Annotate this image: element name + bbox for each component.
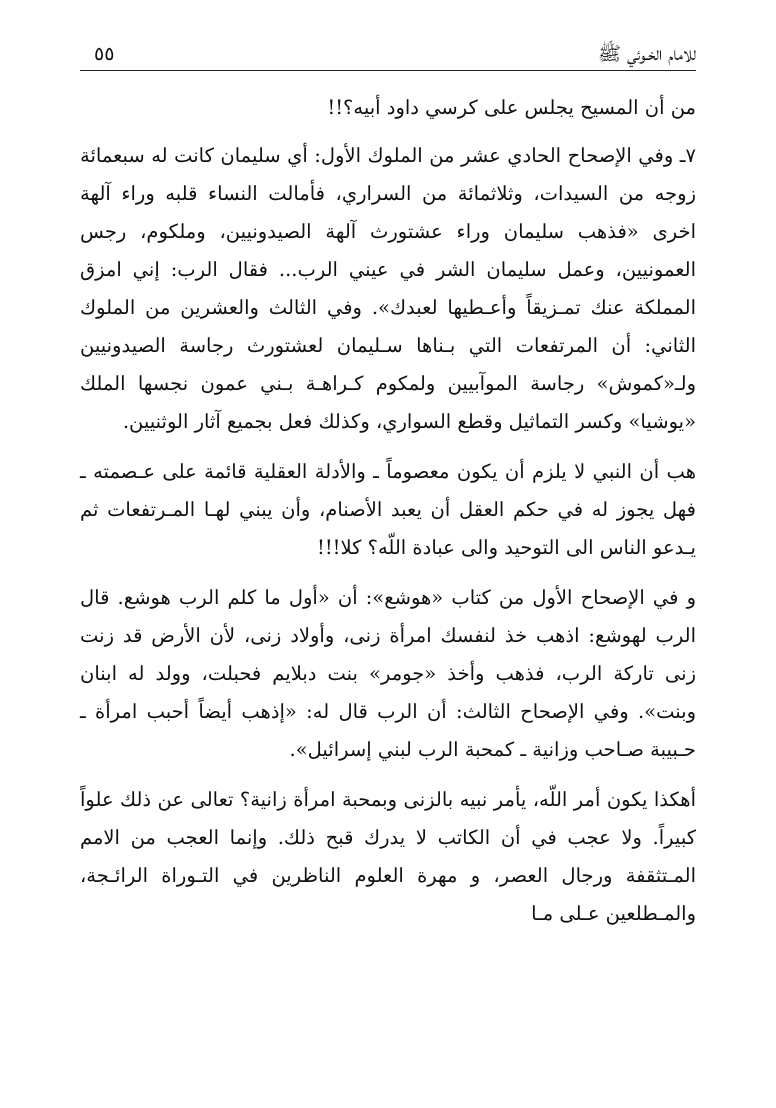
page-number: ٥٥ bbox=[94, 42, 115, 65]
paragraph-1: من أن المسيح يجلس على كرسي داود أبيه؟!! bbox=[327, 96, 696, 119]
paragraph-2: ٧ـ وفي الإصحاح الحادي عشر من الملوك الأول: أي سليمان كانت له سبعمائة زوجه من السيدات، وثلاثمائة من السراري، فأمالت النساء قلبه وراء آلهة اخرى «فذهب سليمان وراء عشتورث آلهة الصيدونيين، وملكوم، رجس العمونيين، وعمل سليمان الشر في عيني الرب... فقال الرب: إني امزق المملكة عنك تمـزيقاً وأعـطيها لعبدك». وفي الثالث والعشرين من الملوك الثاني: أن المرتفعات التي بـناها سـليمان لعشتورث رجاسة الصيدونيين ولـ«كموش» رجاسة الموآبيين ولمكوم كـراهـة بـني عمون نجسها الملك «يوشيا» وكسر التماثيل وقطع السواري، وكذلك فعل بجميع آثار الوثنيين. bbox=[80, 144, 696, 433]
document-page bbox=[80, 30, 696, 1070]
page-body bbox=[80, 89, 696, 933]
running-title: للامام الخـوئي ﷺ bbox=[598, 42, 696, 65]
paragraph-5: أهكذا يكون أمر اللّه، يأمر نبيه بالزنى وبمحبة امرأة زانية؟ تعالى عن ذلك علواً كبيراً. ولا عجب في أن الكاتب لا يدرك قبح ذلك. وإنما العجب من الامم المـتثقفة ورجال العصر، و مهرة العلوم الناظرين في التـوراة الرائـجة، والمـطلعين عـلى مـا bbox=[80, 788, 696, 925]
page-header bbox=[80, 30, 696, 71]
paragraph-3: هب أن النبي لا يلزم أن يكون معصوماً ـ والأدلة العقلية قائمة على عـصمته ـ فهل يجوز له في حكم العقل أن يعبد الأصنام، وأن يبني لهـا المـرتفعات ثم يـدعو الناس الى التوحيد والى عبادة اللّه؟ كلا!!! bbox=[80, 460, 696, 559]
paragraph-4: و في الإصحاح الأول من كتاب «هوشع»: أن «أول ما كلم الرب هوشع. قال الرب لهوشع: اذهب خذ لنفسك امرأة زنى، وأولاد زنى، لأن الأرض قد زنت زنى تاركة الرب، فذهب وأخذ «جومر» بنت دبلايم فحبلت، وولد له ابنان وبنت». وفي الإصحاح الثالث: أن الرب قال له: «إذهب أيضاً أحبب امرأة ـ حـبيبة صـاحب وزانية ـ كمحبة الرب لبني إسرائيل». bbox=[80, 586, 696, 761]
